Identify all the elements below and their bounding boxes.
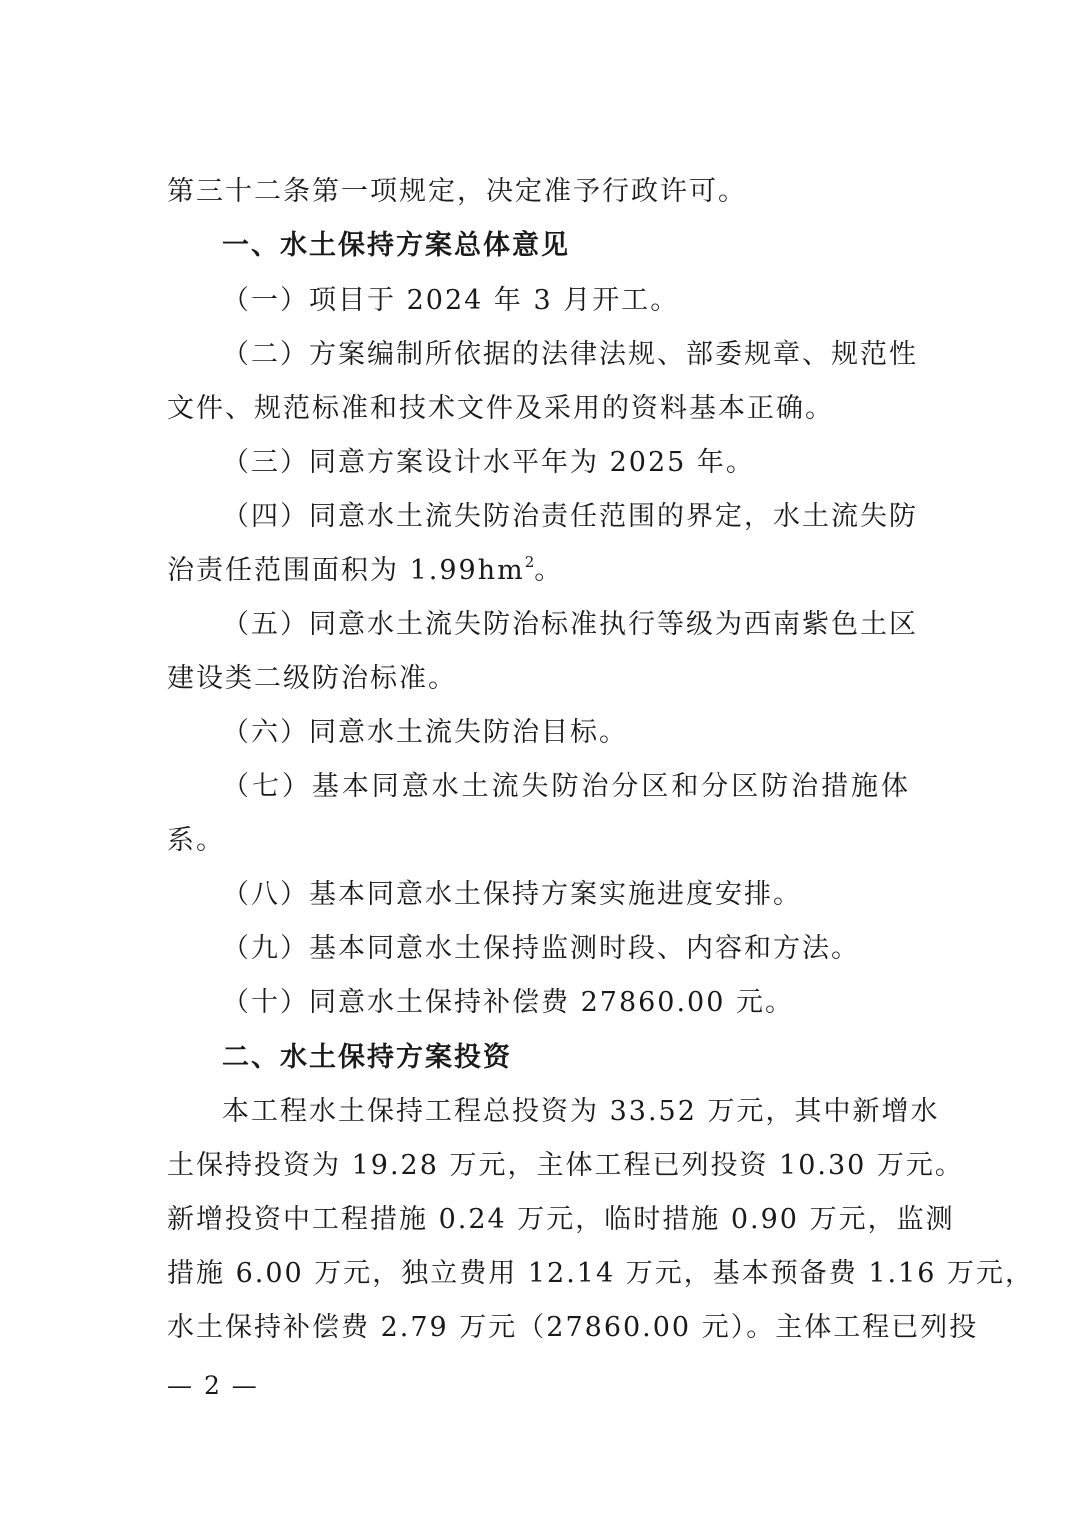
paragraph-line: 水土保持补偿费 2.79 万元（27860.00 元）。主体工程已列投	[167, 1312, 979, 1343]
area-superscript: 2	[524, 553, 535, 571]
paragraph-line: 土保持投资为 19.28 万元，主体工程已列投资 10.30 万元。	[167, 1150, 964, 1181]
list-item: （十）同意水土保持补偿费 27860.00 元。	[222, 987, 794, 1018]
section-heading: 二、水土保持方案投资	[222, 1042, 512, 1073]
list-item: （六）同意水土流失防治目标。	[222, 717, 628, 748]
area-punctuation: 。	[534, 555, 564, 586]
page-number: — 2 —	[167, 1371, 259, 1400]
list-item: （四）同意水土流失防治责任范围的界定，水土流失防	[222, 501, 918, 532]
paragraph-line: 第三十二条第一项规定，决定准予行政许可。	[167, 176, 747, 207]
list-item: （七）基本同意水土流失防治分区和分区防治措施体	[222, 771, 910, 802]
paragraph-line	[167, 551, 1074, 591]
paragraph-line: 文件、规范标准和技术文件及采用的资料基本正确。	[167, 393, 834, 424]
section-heading: 一、水土保持方案总体意见	[222, 230, 570, 261]
area-text: 治责任范围面积为 1.99hm	[167, 555, 525, 586]
list-item: （二）方案编制所依据的法律法规、部委规章、规范性	[222, 339, 918, 370]
paragraph-line: 措施 6.00 万元，独立费用 12.14 万元，基本预备费 1.16 万元，	[167, 1258, 1035, 1289]
list-item: （一）项目于 2024 年 3 月开工。	[222, 285, 680, 316]
paragraph-line: 系。	[167, 825, 225, 856]
list-item: （九）基本同意水土保持监测时段、内容和方法。	[222, 933, 860, 964]
list-item: （八）基本同意水土保持方案实施进度安排。	[222, 879, 802, 910]
paragraph-line: 新增投资中工程措施 0.24 万元，临时措施 0.90 万元，监测	[167, 1204, 955, 1235]
list-item: （五）同意水土流失防治标准执行等级为西南紫色土区	[222, 609, 918, 640]
paragraph-line: 建设类二级防治标准。	[167, 663, 457, 694]
list-item: （三）同意方案设计水平年为 2025 年。	[222, 447, 755, 478]
paragraph-line: 本工程水土保持工程总投资为 33.52 万元，其中新增水	[222, 1096, 940, 1127]
